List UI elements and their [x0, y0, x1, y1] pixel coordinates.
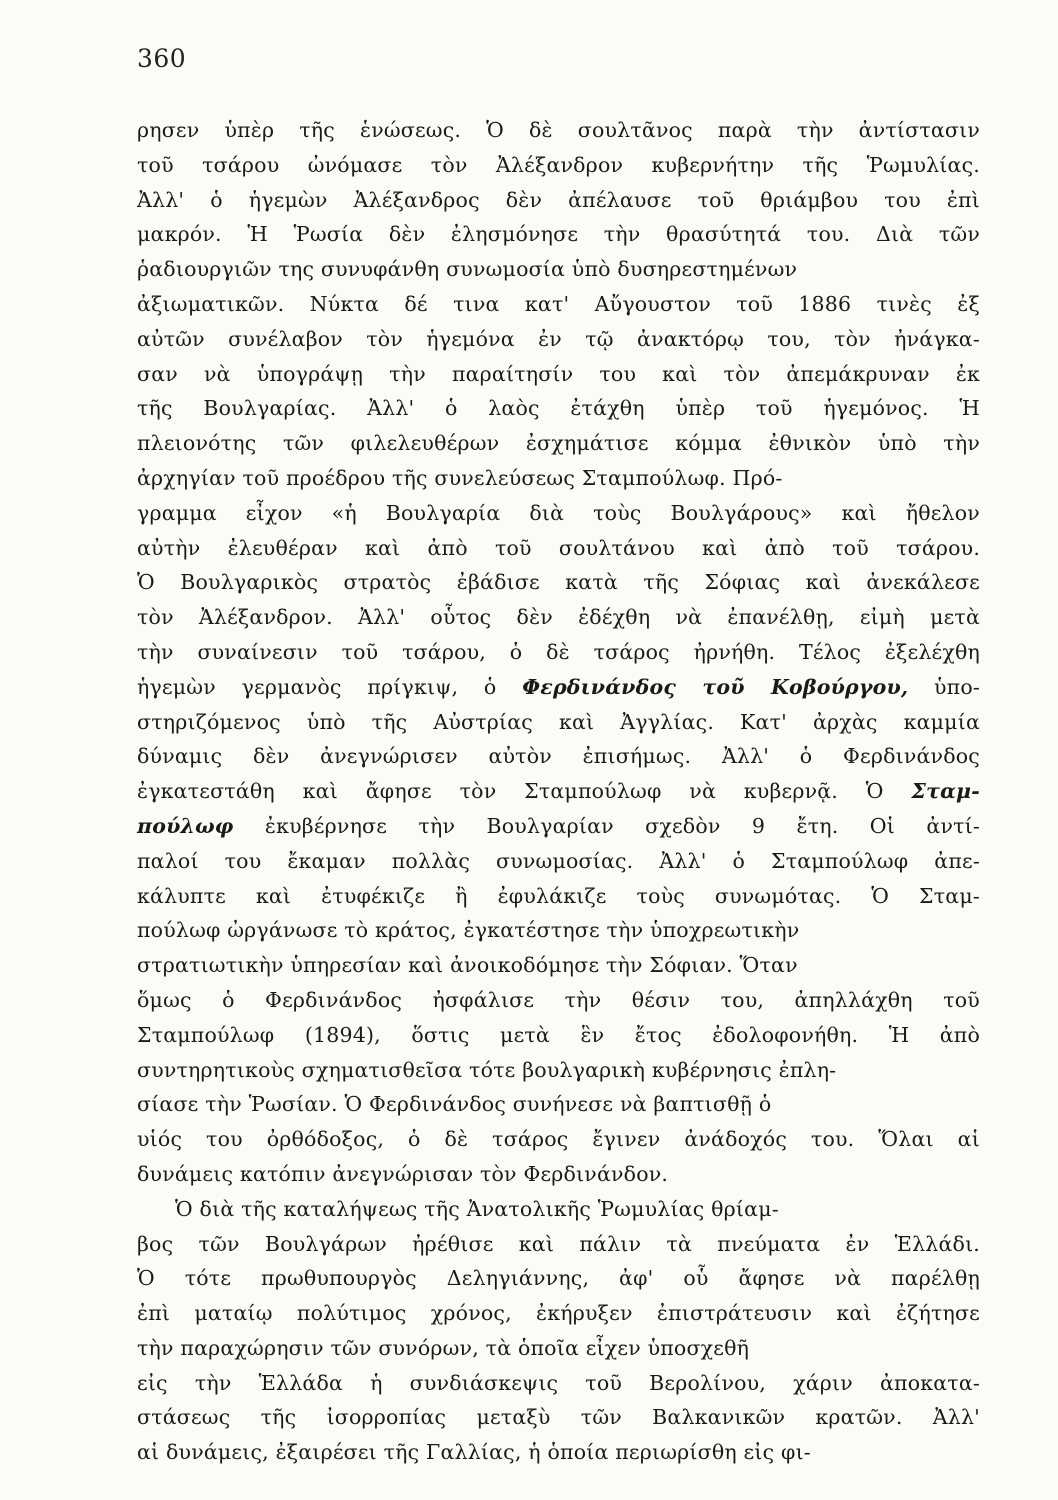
text-line: [137, 809, 980, 844]
paragraph: [137, 113, 980, 1192]
text-line: [137, 183, 980, 218]
text-segment: κάλυπτε καὶ ἐτυφέκιζε ἢ ἐφυλάκιζε τοὺς συνωμότας. Ὁ Σταμ-: [137, 883, 980, 908]
text-line: [137, 635, 980, 670]
text-line: [137, 705, 980, 740]
text-line: [137, 113, 980, 148]
text-segment: δυνάμεις κατόπιν ἀνεγνώρισαν τὸν Φερδινάνδον.: [137, 1161, 669, 1186]
text-line: [137, 1296, 980, 1331]
text-line: [137, 252, 980, 287]
text-line: [137, 1018, 980, 1053]
text-line: [137, 1157, 980, 1192]
text-line: [137, 322, 980, 357]
text-segment: εἰς τὴν Ἑλλάδα ἡ συνδιάσκεψις τοῦ Βερολίνου, χάριν ἀποκατα-: [137, 1370, 981, 1395]
text-line: [137, 844, 980, 879]
text-segment: ἀρχηγίαν τοῦ προέδρου τῆς συνελεύσεως Σταμπούλωφ. Πρό-: [137, 465, 783, 490]
text-segment: υἱός του ὀρθόδοξος, ὁ δὲ τσάρος ἔγινεν ἀνάδοχός του. Ὅλαι αἱ: [137, 1127, 980, 1152]
text-line: [137, 913, 980, 948]
text-segment: Ὁ διὰ τῆς καταλήψεως τῆς Ἀνατολικῆς Ῥωμυλίας θρίαμ-: [175, 1196, 779, 1221]
text-line: [137, 461, 980, 496]
text-segment: αὐτῶν συνέλαβον τὸν ἡγεμόνα ἐν τῷ ἀνακτόρῳ του, τὸν ἠνάγκα-: [137, 326, 980, 351]
text-line: [137, 600, 980, 635]
text-line: [137, 357, 980, 392]
text-segment: πλειονότης τῶν φιλελευθέρων ἐσχημάτισε κόμμα ἐθνικὸν ὑπὸ τὴν: [137, 431, 980, 456]
body-text: [137, 113, 980, 1470]
text-line: [137, 739, 980, 774]
text-segment: σαν νὰ ὑπογράψῃ τὴν παραίτησίν του καὶ τὸν ἀπεμάκρυναν ἐκ: [137, 361, 981, 386]
text-line: [137, 1227, 980, 1262]
text-segment: στηριζόμενος ὑπὸ τῆς Αὐστρίας καὶ Ἀγγλίας. Κατ' ἀρχὰς καμμία: [137, 709, 980, 734]
text-segment: τὸν Ἀλέξανδρον. Ἀλλ' οὗτος δὲν ἐδέχθη νὰ ἐπανέλθῃ, εἰμὴ μετὰ: [137, 605, 981, 630]
text-segment: ρησεν ὑπὲρ τῆς ἑνώσεως. Ὁ δὲ σουλτᾶνος παρὰ τὴν ἀντίστασιν: [137, 118, 981, 142]
text-segment: συντηρητικοὺς σχηματισθεῖσα τότε βουλγαρικὴ κυβέρνησις ἐπλη-: [137, 1057, 837, 1082]
text-segment: Ὁ Βουλγαρικὸς στρατὸς ἐβάδισε κατὰ τῆς Σόφιας καὶ ἀνεκάλεσε: [137, 570, 980, 595]
text-segment: ἡγεμὼν γερμανὸς πρίγκιψ, ὁ: [137, 674, 523, 699]
text-line: [137, 670, 980, 705]
text-segment: πούλωφ ὠργάνωσε τὸ κράτος, ἐγκατέστησε τὴν ὑποχρεωτικὴν: [137, 918, 800, 943]
text-segment: αὐτὴν ἐλευθέραν καὶ ἀπὸ τοῦ σουλτάνου καὶ ἀπὸ τοῦ τσάρου.: [137, 535, 981, 560]
text-line: [137, 1053, 980, 1088]
text-line: [137, 1331, 980, 1366]
text-segment: παλοί του ἔκαμαν πολλὰς συνωμοσίας. Ἀλλ' ὁ Σταμπούλωφ ἀπε-: [137, 848, 980, 873]
text-line: [137, 391, 980, 426]
page-number: 360: [137, 44, 187, 73]
emphasized-text: πούλωφ: [137, 813, 234, 838]
text-line: [137, 1261, 980, 1296]
text-line: [137, 565, 980, 600]
text-segment: τοῦ τσάρου ὠνόμασε τὸν Ἀλέξανδρον κυβερνήτην τῆς Ῥωμυλίας.: [137, 152, 980, 177]
text-segment: Σταμπούλωφ (1894), ὅστις μετὰ ἓν ἔτος ἐδολοφονήθη. Ἡ ἀπὸ: [137, 1022, 980, 1047]
text-line: [137, 948, 980, 983]
text-line: [137, 531, 980, 566]
text-segment: τῆς Βουλγαρίας. Ἀλλ' ὁ λαὸς ἐτάχθη ὑπὲρ τοῦ ἡγεμόνος. Ἡ: [137, 396, 980, 421]
text-line: [137, 426, 980, 461]
text-segment: δύναμις δὲν ἀνεγνώρισεν αὐτὸν ἐπισήμως. Ἀλλ' ὁ Φερδινάνδος: [137, 744, 980, 769]
text-line: [137, 1192, 980, 1227]
text-line: [137, 1400, 980, 1435]
text-line: [137, 1122, 980, 1157]
text-segment: βος τῶν Βουλγάρων ἠρέθισε καὶ πάλιν τὰ πνεύματα ἐν Ἑλλάδι.: [137, 1231, 981, 1256]
emphasized-text: Φερδινάνδος τοῦ Κοβούργου,: [522, 674, 909, 699]
text-segment: ὅμως ὁ Φερδινάνδος ἠσφάλισε τὴν θέσιν του, ἀπηλλάχθη τοῦ: [137, 987, 980, 1012]
text-line: [137, 983, 980, 1018]
text-line: [137, 496, 980, 531]
text-line: [137, 879, 980, 914]
text-segment: τὴν συναίνεσιν τοῦ τσάρου, ὁ δὲ τσάρος ἠρνήθη. Τέλος ἐξελέχθη: [137, 639, 981, 664]
text-line: [137, 1435, 980, 1470]
text-segment: Ἀλλ' ὁ ἡγεμὼν Ἀλέξανδρος δὲν ἀπέλαυσε τοῦ θριάμβου του ἐπὶ: [137, 187, 980, 212]
text-segment: Ὁ τότε πρωθυπουργὸς Δεληγιάννης, ἀφ' οὗ ἄφησε νὰ παρέλθῃ: [137, 1266, 981, 1291]
paragraph: [137, 1192, 980, 1470]
text-line: [137, 1087, 980, 1122]
text-line: [137, 217, 980, 252]
text-segment: αἱ δυνάμεις, ἐξαιρέσει τῆς Γαλλίας, ἡ ὁποία περιωρίσθη εἰς φι-: [137, 1440, 811, 1465]
text-segment: στάσεως τῆς ἰσορροπίας μεταξὺ τῶν Βαλκανικῶν κρατῶν. Ἀλλ': [137, 1405, 981, 1430]
emphasized-text: Σταμ-: [911, 779, 980, 804]
text-line: [137, 774, 980, 809]
text-segment: ὑπο-: [908, 674, 981, 699]
text-segment: σίασε τὴν Ῥωσίαν. Ὁ Φερδινάνδος συνήνεσε νὰ βαπτισθῇ ὁ: [137, 1092, 772, 1117]
text-segment: ῥαδιουργιῶν της συνυφάνθη συνωμοσία ὑπὸ δυσηρεστημένων: [137, 257, 798, 282]
text-line: [137, 148, 980, 183]
text-segment: γραμμα εἶχον «ἡ Βουλγαρία διὰ τοὺς Βουλγάρους» καὶ ἤθελον: [137, 500, 980, 525]
text-segment: ἐγκατεστάθη καὶ ἄφησε τὸν Σταμπούλωφ νὰ κυβερνᾷ. Ὁ: [137, 779, 912, 804]
text-segment: στρατιωτικὴν ὑπηρεσίαν καὶ ἀνοικοδόμησε τὴν Σόφιαν. Ὅταν: [137, 953, 798, 978]
text-segment: ἐπὶ ματαίῳ πολύτιμος χρόνος, ἐκήρυξεν ἐπιστράτευσιν καὶ ἐζήτησε: [137, 1301, 980, 1326]
text-segment: ἀξιωματικῶν. Νύκτα δέ τινα κατ' Αὔγουστον τοῦ 1886 τινὲς ἐξ: [137, 291, 980, 316]
text-segment: μακρόν. Ἡ Ῥωσία δὲν ἐλησμόνησε τὴν θρασύτητά του. Διὰ τῶν: [137, 222, 980, 247]
text-line: [137, 1366, 980, 1401]
text-segment: ἐκυβέρνησε τὴν Βουλγαρίαν σχεδὸν 9 ἔτη. Οἱ ἀντί-: [233, 813, 981, 838]
text-segment: τὴν παραχώρησιν τῶν συνόρων, τὰ ὁποῖα εἶχεν ὑποσχεθῆ: [137, 1335, 750, 1360]
text-line: [137, 287, 980, 322]
